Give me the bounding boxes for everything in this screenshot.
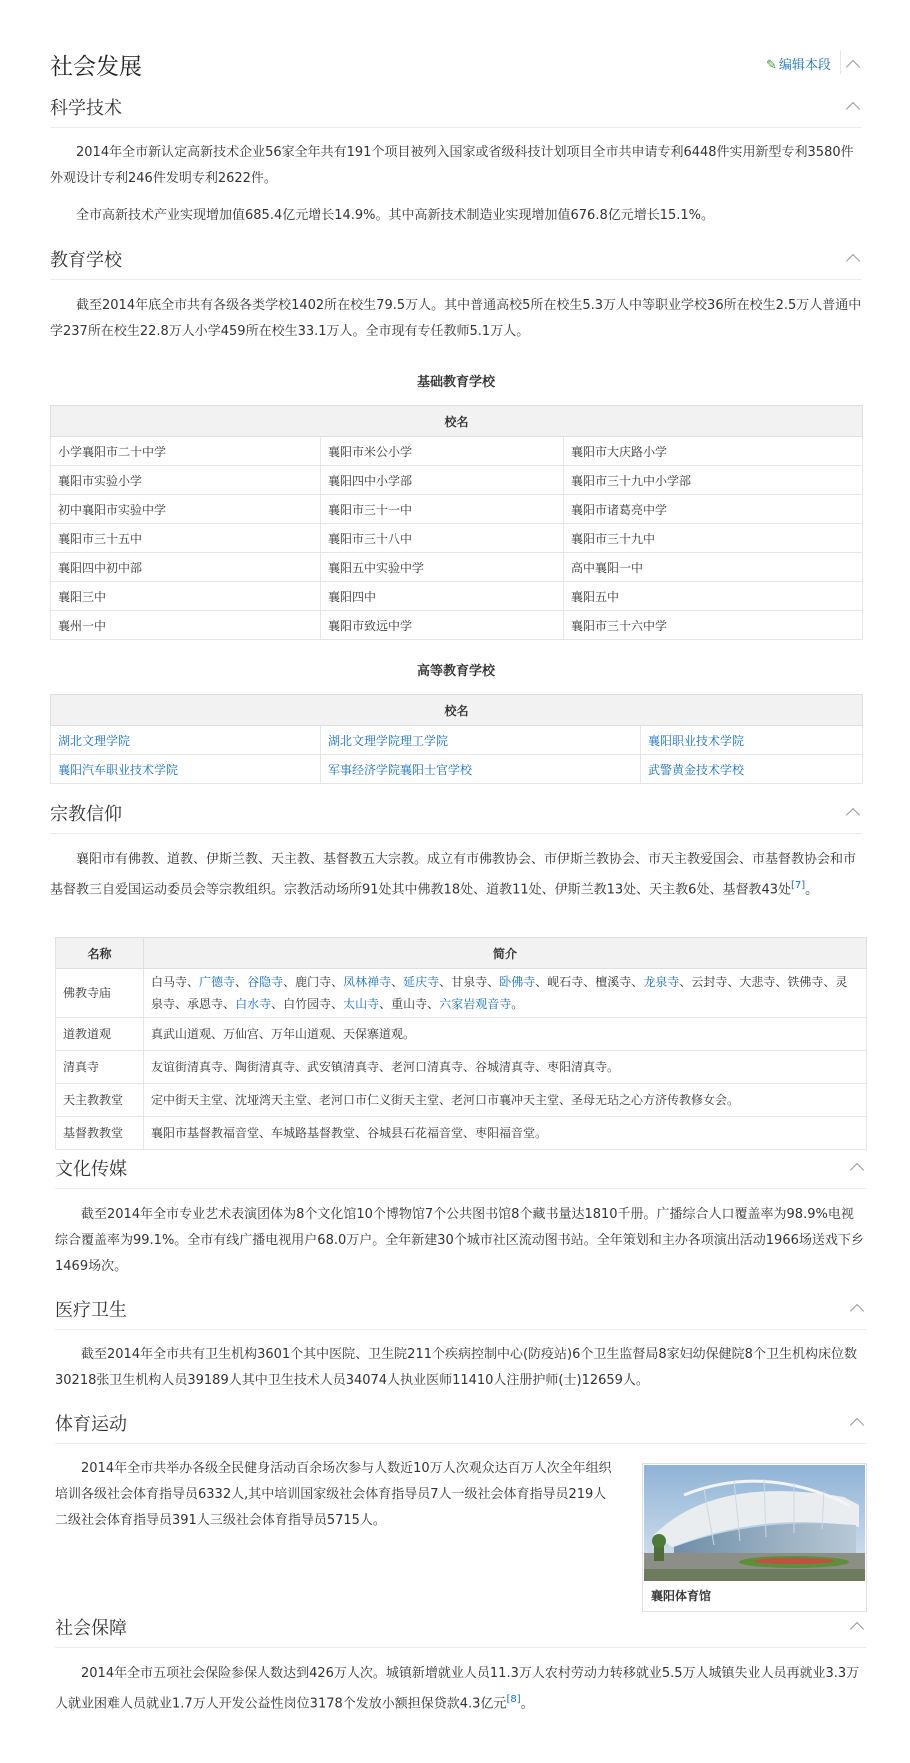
religion-name-buddhist: 佛教寺庙 bbox=[56, 969, 144, 1018]
temple-name: 重山寺 bbox=[391, 997, 428, 1011]
school-name-cell: 小学襄阳市二十中学 bbox=[51, 437, 321, 466]
temple-name: 承恩寺 bbox=[187, 997, 224, 1011]
culture-paragraph-1: 截至2014年全市专业艺术表演团体为8个文化馆10个博物馆7个公共图书馆8个藏书量达1810千册。广播综合人口覆盖率为98.9%电视综合覆盖率为99.1%。全市有线广播电视用户68.0万户。全年新建30个城市社区流动图书站。全年策划和主办各项演出活动1966场送戏下乡1469场次。 bbox=[55, 1207, 864, 1274]
divider bbox=[50, 127, 862, 128]
school-name-cell: 襄阳四中小学部 bbox=[321, 466, 564, 495]
social-text-tail: 。 bbox=[520, 1696, 534, 1712]
section-title-edu: 教育学校 bbox=[50, 250, 122, 271]
list-separator: 、 bbox=[187, 975, 200, 989]
temple-name: 铁佛寺 bbox=[787, 975, 824, 989]
stadium-photo[interactable] bbox=[644, 1465, 865, 1581]
school-name-cell: 初中襄阳市实验中学 bbox=[51, 495, 321, 524]
divider bbox=[55, 1188, 866, 1189]
table-row bbox=[51, 495, 863, 524]
collapse-social-chevron-icon[interactable] bbox=[850, 1622, 864, 1636]
collapse-health-chevron-icon[interactable] bbox=[850, 1304, 864, 1318]
school-link[interactable]: 武警黄金技术学校 bbox=[641, 755, 863, 784]
temple-name: 鹿门寺 bbox=[295, 975, 332, 989]
health-paragraph-1: 截至2014年全市共有卫生机构3601个其中医院、卫生院211个疾病控制中心(防疫站)6个卫生监督局8家妇幼保健院8个卫生机构床位数30218张卫生机构人员39189人其中卫生技术人员34074人执业医师11410人注册护师(士)12659人。 bbox=[55, 1347, 857, 1388]
school-name-cell: 襄阳五中实验中学 bbox=[321, 553, 564, 582]
section-title-culture: 文化传媒 bbox=[55, 1159, 127, 1180]
religion-name-christian: 基督教教堂 bbox=[56, 1117, 144, 1150]
religion-desc-christian: 襄阳市基督教福音堂、车城路基督教堂、谷城县石花福音堂、枣阳福音堂。 bbox=[144, 1117, 867, 1150]
religion-desc-catholic: 定中街天主堂、沈垭湾天主堂、老河口市仁义街天主堂、老河口市襄冲天主堂、圣母无玷之心方济传教修女会。 bbox=[144, 1084, 867, 1117]
collapse-chevron-icon[interactable] bbox=[846, 60, 860, 74]
divider bbox=[50, 833, 862, 834]
list-separator: 、 bbox=[223, 997, 236, 1011]
school-name-cell: 襄阳四中 bbox=[321, 582, 564, 611]
section-title-sports: 体育运动 bbox=[55, 1414, 127, 1435]
list-separator: 、 bbox=[427, 997, 440, 1011]
temple-link[interactable]: 凤林禅寺 bbox=[343, 975, 392, 989]
tech-paragraph-2: 全市高新技术产业实现增加值685.4亿元增长14.9%。其中高新技术制造业实现增加值676.8亿元增长15.1%。 bbox=[76, 208, 715, 223]
tech-paragraph-1: 2014年全市新认定高新技术企业56家全年共有191个项目被列入国家或省级科技计划项目全市共申请专利6448件实用新型专利3580件外观设计专利246件发明专利2622件。 bbox=[50, 145, 854, 186]
religion-col-desc: 简介 bbox=[144, 938, 867, 969]
collapse-sports-chevron-icon[interactable] bbox=[850, 1418, 864, 1432]
list-separator: 、 bbox=[235, 975, 248, 989]
basic-schools-caption: 基础教育学校 bbox=[416, 375, 495, 390]
temple-link[interactable]: 白水寺 bbox=[235, 997, 272, 1011]
table-row bbox=[56, 1018, 867, 1051]
table-row bbox=[56, 969, 867, 1018]
religion-name-taoist: 道教道观 bbox=[56, 1018, 144, 1051]
religion-table bbox=[55, 937, 867, 1150]
temple-name: 云封寺 bbox=[691, 975, 728, 989]
social-text: 2014年全市五项社会保险参保人数达到426万人次。城镇新增就业人员11.3万人农村劳动力转移就业5.5万人城镇失业人员再就业3.3万人就业困难人员就业1.7万人开发公益性岗位3178个发放小额担保贷款4.3亿元 bbox=[55, 1666, 860, 1712]
school-name-cell: 襄阳市实验小学 bbox=[51, 466, 321, 495]
school-name-cell: 高中襄阳一中 bbox=[564, 553, 863, 582]
edit-section-button[interactable] bbox=[766, 54, 831, 73]
school-name-cell: 襄阳市三十六中学 bbox=[564, 611, 863, 640]
higher-schools-header: 校名 bbox=[51, 695, 863, 726]
list-separator: 、 bbox=[391, 975, 404, 989]
temple-name: 岘石寺 bbox=[547, 975, 584, 989]
school-name-cell: 襄阳四中初中部 bbox=[51, 553, 321, 582]
collapse-culture-chevron-icon[interactable] bbox=[850, 1163, 864, 1177]
divider bbox=[55, 1443, 866, 1444]
school-name-cell: 襄阳市三十八中 bbox=[321, 524, 564, 553]
religion-desc-mosque: 友谊街清真寺、陶街清真寺、武安镇清真寺、老河口清真寺、谷城清真寺、枣阳清真寺。 bbox=[144, 1051, 867, 1084]
temple-link[interactable]: 龙泉寺 bbox=[643, 975, 680, 989]
school-link[interactable]: 襄阳汽车职业技术学院 bbox=[51, 755, 321, 784]
list-separator: 、 bbox=[283, 975, 296, 989]
stadium-illustration bbox=[644, 1465, 865, 1581]
table-row bbox=[51, 553, 863, 582]
school-link[interactable]: 湖北文理学院理工学院 bbox=[321, 726, 641, 755]
list-separator: 、 bbox=[331, 997, 344, 1011]
list-separator: 、 bbox=[583, 975, 596, 989]
list-separator: 。 bbox=[511, 997, 524, 1011]
list-separator: 、 bbox=[727, 975, 740, 989]
list-separator: 、 bbox=[775, 975, 788, 989]
social-paragraph-1 bbox=[55, 1661, 866, 1717]
list-separator: 、 bbox=[271, 997, 284, 1011]
temple-name: 白马寺 bbox=[151, 975, 188, 989]
section-title-tech: 科学技术 bbox=[50, 98, 122, 119]
school-name-cell: 襄阳五中 bbox=[564, 582, 863, 611]
stadium-figure[interactable] bbox=[642, 1463, 867, 1612]
school-link[interactable]: 军事经济学院襄阳士官学校 bbox=[321, 755, 641, 784]
temple-link[interactable]: 谷隐寺 bbox=[247, 975, 284, 989]
edu-paragraph-1: 截至2014年底全市共有各级各类学校1402所在校生79.5万人。其中普通高校5所在校生5.3万人中等职业学校36所在校生2.5万人普通中学237所在校生22.8万人小学459所在校生33.1万人。全市现有专任教师5.1万人。 bbox=[50, 298, 862, 339]
temple-link[interactable]: 太山寺 bbox=[343, 997, 380, 1011]
temple-link[interactable]: 卧佛寺 bbox=[499, 975, 536, 989]
temple-link[interactable]: 六家岩观音寺 bbox=[439, 997, 512, 1011]
divider bbox=[50, 279, 862, 280]
collapse-religion-chevron-icon[interactable] bbox=[846, 808, 860, 822]
school-name-cell: 襄阳市三十五中 bbox=[51, 524, 321, 553]
divider bbox=[55, 1647, 866, 1648]
temple-name: 甘泉寺 bbox=[451, 975, 488, 989]
religion-desc-taoist: 真武山道观、万仙宫、万年山道观、天保寨道观。 bbox=[144, 1018, 867, 1051]
reference-7[interactable]: [7] bbox=[790, 880, 806, 891]
collapse-edu-chevron-icon[interactable] bbox=[846, 254, 860, 268]
table-row bbox=[51, 466, 863, 495]
list-separator: 、 bbox=[487, 975, 500, 989]
table-row bbox=[51, 437, 863, 466]
table-row bbox=[51, 755, 863, 784]
school-name-cell: 襄阳三中 bbox=[51, 582, 321, 611]
temple-name: 大悲寺 bbox=[739, 975, 776, 989]
list-separator: 、 bbox=[331, 975, 344, 989]
school-name-cell: 襄阳市致远中学 bbox=[321, 611, 564, 640]
edit-section-label: 编辑本段 bbox=[778, 58, 831, 73]
list-separator: 、 bbox=[439, 975, 452, 989]
religion-text: 襄阳市有佛教、道教、伊斯兰教、天主教、基督教五大宗教。成立有市佛教协会、市伊斯兰教协会、市天主教爱国会、市基督教协会和市基督教三自爱国运动委员会等宗教组织。宗教活动场所91处其中佛教18处、道教11处、伊斯兰教13处、天主教6处、基督教43处 bbox=[50, 852, 857, 898]
school-name-cell: 襄阳市米公小学 bbox=[321, 437, 564, 466]
religion-paragraph-1 bbox=[50, 847, 862, 903]
table-row bbox=[51, 611, 863, 640]
table-row bbox=[56, 1084, 867, 1117]
school-name-cell: 襄阳市三十一中 bbox=[321, 495, 564, 524]
temple-name: 灵泉寺 bbox=[151, 975, 848, 1011]
temple-link[interactable]: 延庆寺 bbox=[403, 975, 440, 989]
school-name-cell: 襄阳市大庆路小学 bbox=[564, 437, 863, 466]
school-name-cell: 襄阳市三十九中小学部 bbox=[564, 466, 863, 495]
higher-schools-table bbox=[50, 694, 863, 784]
religion-desc-buddhist bbox=[144, 969, 867, 1018]
section-title-health: 医疗卫生 bbox=[55, 1300, 127, 1321]
school-name-cell: 襄阳市三十九中 bbox=[564, 524, 863, 553]
list-separator: 、 bbox=[535, 975, 548, 989]
collapse-tech-chevron-icon[interactable] bbox=[846, 102, 860, 116]
list-separator: 、 bbox=[679, 975, 692, 989]
religion-text-tail: 。 bbox=[805, 882, 819, 898]
school-link[interactable]: 湖北文理学院 bbox=[51, 726, 321, 755]
list-separator: 、 bbox=[175, 997, 188, 1011]
table-row bbox=[56, 1051, 867, 1084]
higher-schools-caption: 高等教育学校 bbox=[416, 664, 495, 679]
section-title-social: 社会保障 bbox=[55, 1618, 127, 1639]
list-separator: 、 bbox=[823, 975, 836, 989]
temple-name: 檀溪寺 bbox=[595, 975, 632, 989]
religion-name-catholic: 天主教教堂 bbox=[56, 1084, 144, 1117]
sports-paragraph-1: 2014年全市共举办各级全民健身活动百余场次参与人数近10万人次观众达百万人次全年组织培训各级社会体育指导员6332人,其中培训国家级社会体育指导员7人一级社会体育指导员219人二级社会体育指导员391人三级社会体育指导员5715人。 bbox=[55, 1461, 612, 1528]
section-title-religion: 宗教信仰 bbox=[50, 804, 122, 825]
school-link[interactable]: 襄阳职业技术学院 bbox=[641, 726, 863, 755]
table-row bbox=[51, 582, 863, 611]
page-title: 社会发展 bbox=[50, 54, 142, 80]
pencil-icon: ✎ bbox=[766, 58, 777, 73]
religion-name-mosque: 清真寺 bbox=[56, 1051, 144, 1084]
religion-col-name: 名称 bbox=[56, 938, 144, 969]
temple-link[interactable]: 广德寺 bbox=[199, 975, 236, 989]
school-name-cell: 襄州一中 bbox=[51, 611, 321, 640]
divider bbox=[55, 1329, 866, 1330]
school-name-cell: 襄阳市诸葛亮中学 bbox=[564, 495, 863, 524]
list-separator: 、 bbox=[379, 997, 392, 1011]
table-row bbox=[51, 726, 863, 755]
toolbar-divider bbox=[840, 50, 841, 74]
table-row bbox=[51, 524, 863, 553]
basic-schools-table bbox=[50, 405, 863, 640]
stadium-caption: 襄阳体育馆 bbox=[651, 1589, 712, 1603]
basic-schools-header: 校名 bbox=[51, 406, 863, 437]
table-row bbox=[56, 1117, 867, 1150]
reference-8[interactable]: [8] bbox=[506, 1694, 521, 1705]
temple-name: 白竹园寺 bbox=[283, 997, 332, 1011]
list-separator: 、 bbox=[631, 975, 644, 989]
